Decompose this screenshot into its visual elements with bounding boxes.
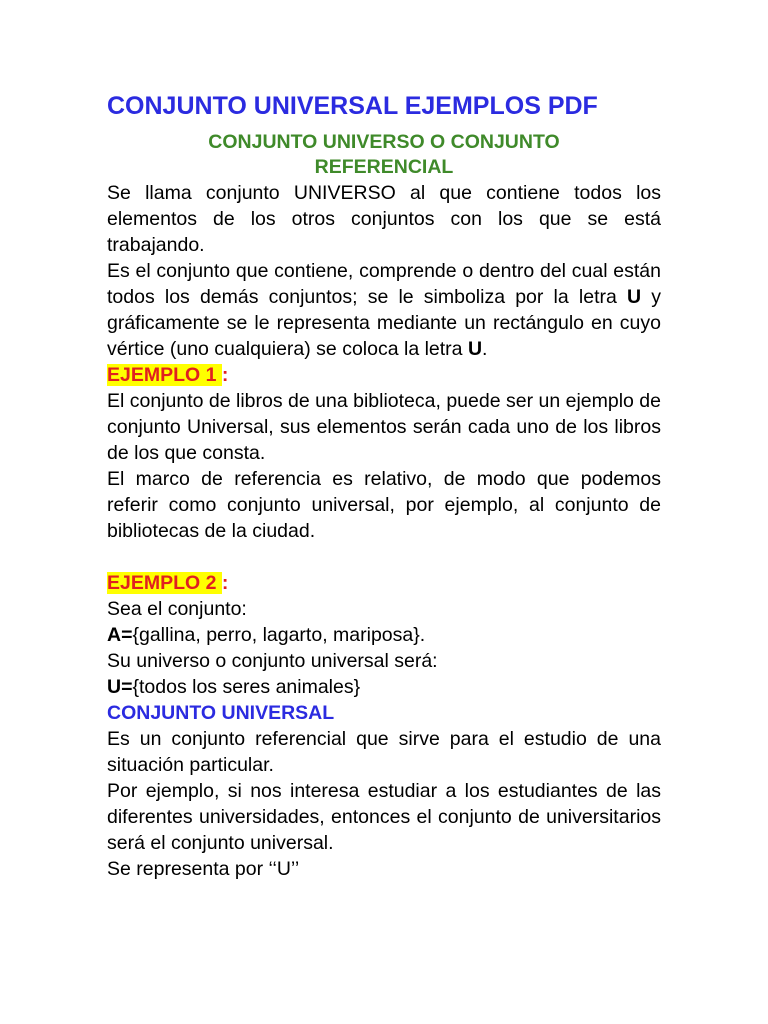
example-1-colon: : <box>221 364 229 386</box>
section-heading-conjunto-universal: CONJUNTO UNIVERSAL <box>107 702 335 724</box>
set-u-value: {todos los seres animales} <box>132 676 361 698</box>
paragraph-universities-example: Por ejemplo, si nos interesa estudiar a los estudiantes de las diferentes universidades, entonces el conjunto de universitarios será el conjunto universal. <box>107 780 661 854</box>
letter-u-bold-2: U <box>467 338 483 360</box>
example-2-heading <box>107 570 661 596</box>
document-title: CONJUNTO UNIVERSAL EJEMPLOS PDF <box>107 92 598 120</box>
paragraph-symbol-part-2: y gráficamente se le representa mediante un rectángulo en cuyo vértice (uno cualquiera) se coloca la letra <box>107 286 662 360</box>
example-1-label: EJEMPLO 1 <box>107 364 222 386</box>
blank-line <box>107 544 661 570</box>
letter-u-bold: U <box>627 286 642 308</box>
subtitle-line-1: CONJUNTO UNIVERSO O CONJUNTO <box>208 131 560 153</box>
paragraph-symbol-part-3: . <box>482 338 488 360</box>
paragraph-reference-frame: El marco de referencia es relativo, de modo que podemos referir como conjunto universal, por ejemplo, al conjunto de bibliotecas de la ciudad. <box>107 468 661 542</box>
paragraph-definition: Se llama conjunto UNIVERSO al que contiene todos los elementos de los otros conjuntos con los que se está trabajando. <box>107 182 661 256</box>
set-u-line <box>107 674 661 700</box>
line-su-universo: Su universo o conjunto universal será: <box>107 650 438 672</box>
paragraph-referential-set: Es un conjunto referencial que sirve para el estudio de una situación particular. <box>107 728 661 776</box>
document-page <box>107 86 661 882</box>
line-se-representa: Se representa por ‘‘U’’ <box>107 858 300 880</box>
example-1-heading <box>107 362 661 388</box>
document-subtitle <box>107 130 661 180</box>
line-sea-el-conjunto: Sea el conjunto: <box>107 598 247 620</box>
set-a-label: A= <box>107 624 133 646</box>
set-u-label: U= <box>107 676 133 698</box>
paragraph-symbol-part-1: Es el conjunto que contiene, comprende o dentro del cual están todos los demás conjuntos; se le simboliza por la letra <box>107 260 661 308</box>
example-2-label: EJEMPLO 2 <box>107 572 222 594</box>
subtitle-line-2: REFERENCIAL <box>314 156 454 178</box>
paragraph-example-1: El conjunto de libros de una biblioteca, puede ser un ejemplo de conjunto Universal, sus elementos serán cada uno de los libros de los que consta. <box>107 390 661 464</box>
set-a-value: {gallina, perro, lagarto, mariposa}. <box>132 624 426 646</box>
paragraph-symbol <box>107 258 661 362</box>
set-a-line <box>107 622 661 648</box>
example-2-colon: : <box>221 572 229 594</box>
